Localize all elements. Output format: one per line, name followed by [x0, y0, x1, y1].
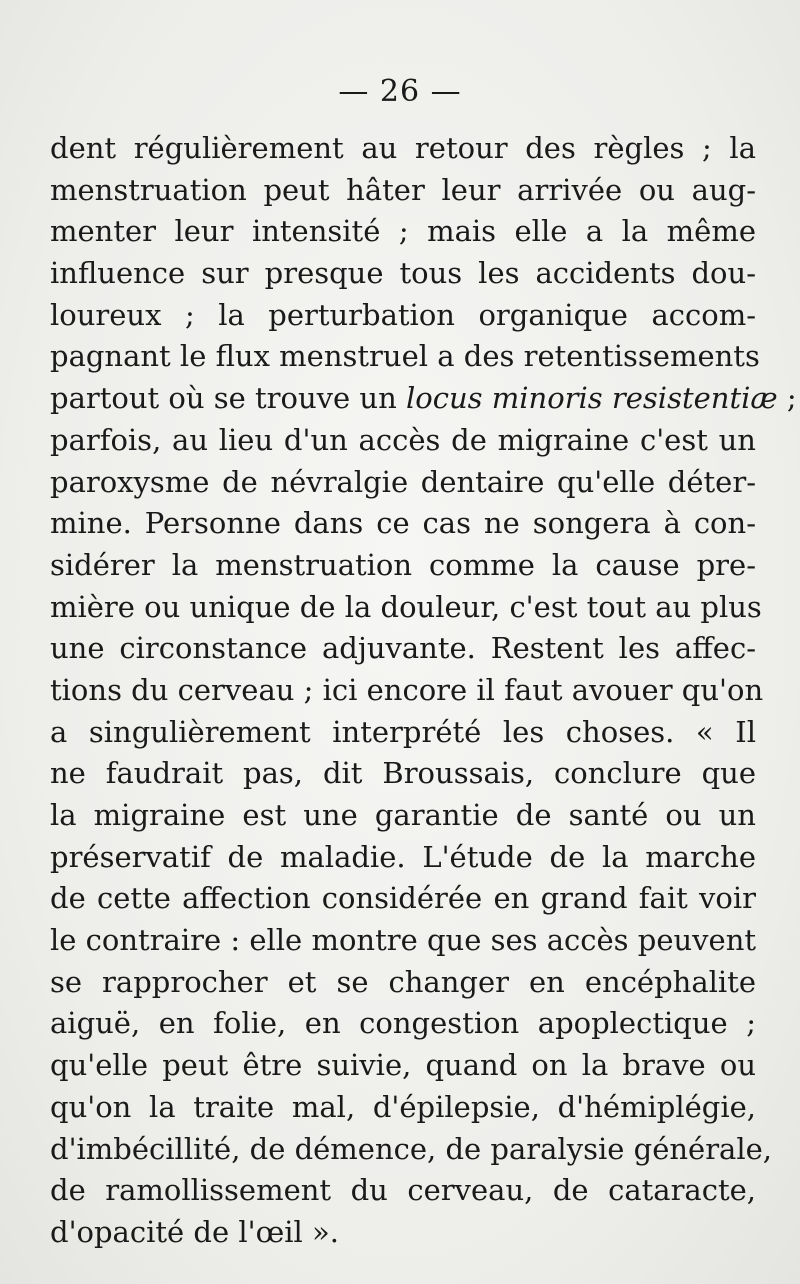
- text-line: qu'on la traite mal, d'épilepsie, d'hémiplégie,: [50, 1089, 756, 1124]
- text-line: de cette affection considérée en grand fait voir: [50, 881, 756, 916]
- text-line: a singulièrement interprété les choses. « Il: [50, 714, 756, 749]
- text-line: se rapprocher et se changer en encéphalite: [50, 964, 756, 999]
- text-line: de ramollissement du cerveau, de cataracte,: [50, 1173, 756, 1208]
- text-line: d'opacité de l'œil ».: [50, 1214, 339, 1249]
- text-line: pagnant le flux menstruel a des retentissements: [50, 339, 760, 374]
- text-line: la migraine est une garantie de santé ou un: [50, 798, 756, 832]
- text-line: le contraire : elle montre que ses accès peuvent: [50, 923, 757, 958]
- text-line-with-latin: [50, 378, 797, 420]
- text-line: menter leur intensité ; mais elle a la même: [50, 214, 756, 249]
- text-line: d'imbécillité, de démence, de paralysie générale,: [50, 1131, 772, 1166]
- latin-phrase: locus minoris resistentiæ: [406, 381, 778, 416]
- text-line: parfois, au lieu d'un accès de migraine c'est un: [50, 422, 756, 457]
- text-line: tions du cerveau ; ici encore il faut avouer qu'on: [50, 672, 764, 707]
- text-line: ne faudrait pas, dit Broussais, conclure que: [50, 756, 756, 791]
- text-line: loureux ; la perturbation organique accom-: [50, 297, 756, 332]
- text-line: paroxysme de névralgie dentaire qu'elle déter-: [50, 464, 756, 499]
- text-line: sidérer la menstruation comme la cause pre-: [50, 547, 756, 582]
- page-number: — 26 —: [338, 74, 462, 109]
- text-line: influence sur presque tous les accidents dou-: [50, 256, 756, 291]
- text-line: une circonstance adjuvante. Restent les affec-: [50, 631, 756, 666]
- text-segment: partout où se trouve un: [50, 381, 406, 416]
- body-text: [50, 128, 797, 1254]
- text-line: dent régulièrement au retour des règles ; la: [50, 131, 756, 165]
- text-line: mière ou unique de la douleur, c'est tout au plus: [50, 589, 762, 624]
- text-segment: ;: [777, 381, 797, 416]
- text-line: menstruation peut hâter leur arrivée ou aug-: [50, 172, 756, 207]
- text-line: préservatif de maladie. L'étude de la marche: [50, 839, 756, 874]
- text-line: qu'elle peut être suivie, quand on la brave ou: [50, 1048, 756, 1083]
- text-line: mine. Personne dans ce cas ne songera à con-: [50, 506, 756, 541]
- text-line: aiguë, en folie, en congestion apoplectique ;: [50, 1006, 756, 1041]
